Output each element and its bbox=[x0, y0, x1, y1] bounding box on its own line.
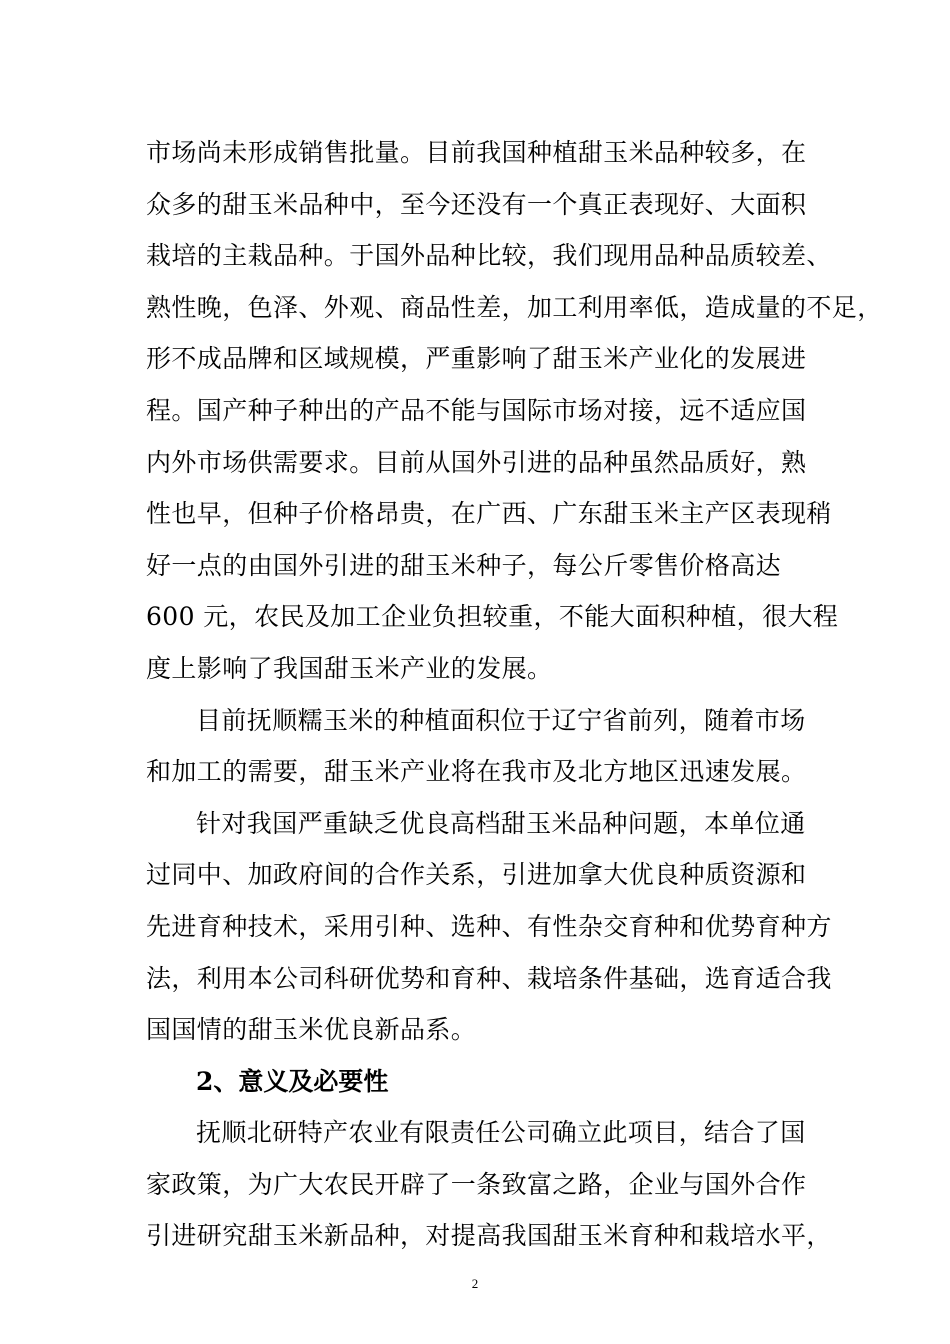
text-line: 栽培的主栽品种。于国外品种比较，我们现用品种品质较差、 bbox=[146, 241, 832, 271]
text-line: 针对我国严重缺乏优良高档甜玉米品种问题，本单位通 bbox=[196, 808, 806, 838]
text-line: 法，利用本公司科研优势和育种、栽培条件基础，选育适合我 bbox=[146, 963, 832, 993]
text-line: 形不成品牌和区域规模，严重影响了甜玉米产业化的发展进 bbox=[146, 344, 807, 374]
text-line: 和加工的需要，甜玉米产业将在我市及北方地区迅速发展。 bbox=[146, 757, 807, 787]
text-line: 好一点的由国外引进的甜玉米种子，每公斤零售价格高达 bbox=[146, 550, 782, 580]
text-line: 抚顺北研特产农业有限责任公司确立此项目，结合了国 bbox=[196, 1118, 806, 1148]
text-line: 家政策，为广大农民开辟了一条致富之路，企业与国外合作 bbox=[146, 1169, 807, 1199]
document-body bbox=[146, 127, 883, 1262]
text-line: 性也早，但种子价格昂贵，在广西、广东甜玉米主产区表现稍 bbox=[146, 499, 832, 529]
text-line: 熟性晚，色泽、外观、商品性差，加工利用率低，造成量的不足， bbox=[146, 292, 883, 322]
paragraph-fushun-planting bbox=[146, 695, 811, 798]
text-line: 过同中、加政府间的合作关系，引进加拿大优良种质资源和 bbox=[146, 860, 807, 890]
text-line: 度上影响了我国甜玉米产业的发展。 bbox=[146, 653, 553, 683]
text-line: 先进育种技术，采用引种、选种、有性杂交育种和优势育种方 bbox=[146, 911, 832, 941]
text-line: 目前抚顺糯玉米的种植面积位于辽宁省前列，随着市场 bbox=[196, 705, 806, 735]
text-line: 众多的甜玉米品种中，至今还没有一个真正表现好、大面积 bbox=[146, 189, 807, 219]
paragraph-significance bbox=[146, 1107, 832, 1262]
text-line: 国国情的甜玉米优良新品系。 bbox=[146, 1015, 477, 1045]
text-line: 市场尚未形成销售批量。目前我国种植甜玉米品种较多，在 bbox=[146, 138, 807, 167]
page-number: 2 bbox=[471, 1276, 479, 1291]
paragraph-market-status bbox=[146, 127, 883, 695]
text-line: 程。国产种子种出的产品不能与国际市场对接，远不适应国 bbox=[146, 395, 807, 425]
section-heading: 2、意义及必要性 bbox=[196, 1066, 389, 1096]
text-line: 内外市场供需要求。目前从国外引进的品种虽然品质好，熟 bbox=[146, 447, 807, 477]
text-line: 引进研究甜玉米新品种，对提高我国甜玉米育种和栽培水平， bbox=[146, 1221, 832, 1251]
paragraph-breeding-plan bbox=[146, 798, 832, 1056]
text-line: 600 元，农民及加工企业负担较重，不能大面积种植，很大程 bbox=[146, 602, 839, 632]
